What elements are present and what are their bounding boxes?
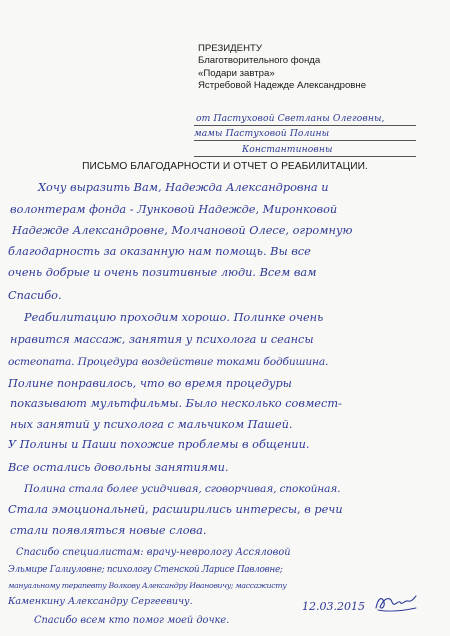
- letter-line: У Полины и Паши похожие проблемы в общении.: [8, 438, 310, 451]
- letter-line: остеопата. Процедура воздействие токами бодбишина.: [8, 356, 329, 368]
- letter-line: волонтерам фонда - Лунковой Надежде, Миронковой: [10, 203, 338, 216]
- letter-line: мануальному терапевту Волкову Александру Ивановичу; массажисту: [8, 581, 287, 590]
- sender-text-3: Константиновны: [242, 143, 333, 155]
- letter-line: Спасибо всем кто помог моей дочке.: [34, 615, 230, 626]
- letter-line: стали появляться новые слова.: [10, 524, 207, 537]
- letter-line: Стала эмоциональней, расширились интересы, в речи: [8, 503, 343, 516]
- addressee-foundation-name: «Подари завтра»: [198, 67, 275, 79]
- letter-heading: ПИСЬМО БЛАГОДАРНОСТИ И ОТЧЕТ О РЕАБИЛИТАЦИИ.: [82, 161, 368, 172]
- sender-text-2: мамы Пастуховой Полины: [194, 128, 330, 139]
- letter-date: 12.03.2015: [302, 600, 365, 613]
- addressee-foundation: Благотворительного фонда: [198, 55, 321, 67]
- letter-line: Полина стала более усидчивая, сговорчивая, спокойная.: [24, 483, 341, 495]
- letter-line: благодарность за оказанную нам помощь. Вы все: [8, 245, 311, 258]
- handwritten-signature: [372, 590, 420, 616]
- sender-block: [194, 111, 416, 158]
- letter-line: ных занятий у психолога с мальчиком Пашей.: [10, 418, 293, 431]
- letter-line: Хочу выразить Вам, Надежда Александровна и: [38, 181, 329, 194]
- letter-line: Спасибо.: [8, 289, 62, 302]
- letter-line: показывают мультфильмы. Было несколько совмест-: [10, 397, 342, 410]
- letter-line: Надежде Александровне, Молчановой Олесе, огромную: [12, 224, 353, 237]
- addressee-person: Ястребовой Надежде Александровне: [198, 80, 367, 92]
- letter-line: Каменкину Александру Сергеевичу.: [8, 596, 193, 607]
- letter-line: Спасибо специалистам: врачу-неврологу Ассяловой: [16, 547, 291, 558]
- letter-line: нравится массаж, занятия у психолога и сеансы: [10, 333, 314, 346]
- sender-text-1: от Пастуховой Светланы Олеговны,: [196, 112, 385, 124]
- letter-line: Все остались довольны занятиями.: [8, 461, 229, 474]
- letter-line: Эльмире Галиуловне; психологу Стенской Ларисе Павловне;: [8, 565, 283, 575]
- addressee-title: ПРЕЗИДЕНТУ: [198, 43, 262, 54]
- letter-line: Полине понравилось, что во время процедуры: [8, 377, 292, 390]
- letter-line: очень добрые и очень позитивные люди. Всем вам: [8, 266, 317, 279]
- sender-line-1: [194, 111, 416, 126]
- sender-line-3: [194, 142, 416, 157]
- letter-line: Реабилитацию проходим хорошо. Полинке очень: [24, 311, 324, 324]
- sender-line-2: [194, 127, 416, 142]
- addressee-block: [198, 43, 366, 93]
